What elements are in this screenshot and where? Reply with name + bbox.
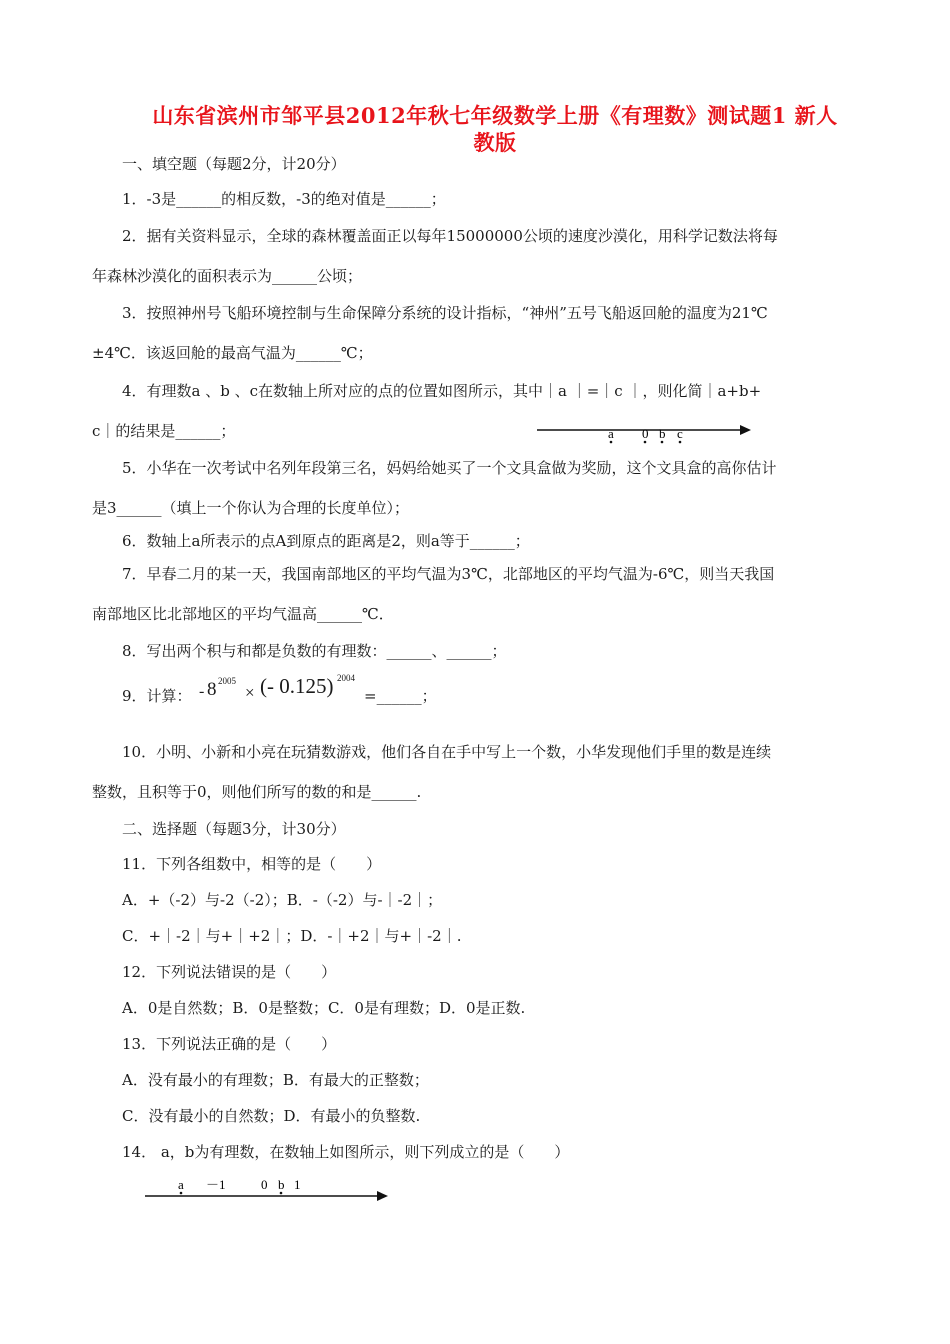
question-6: 6．数轴上a所表示的点A到原点的距离是2，则a等于______；	[122, 532, 530, 550]
question-8: 8．写出两个积与和都是负数的有理数：______、______；	[122, 642, 507, 660]
q14-label-minus1: －1	[206, 1177, 226, 1192]
question-1: 1．-3是______的相反数，-3的绝对值是______；	[122, 190, 446, 208]
document-title-line2: 教版	[473, 130, 517, 155]
q4-label-b: b	[659, 426, 666, 441]
question-3-line2: ±4℃．该返回舱的最高气温为______℃；	[92, 344, 373, 362]
section2-heading: 二、选择题（每题3分，计30分）	[122, 820, 346, 838]
q4-point-c	[679, 441, 682, 444]
q4-point-0	[644, 441, 647, 444]
q9-suffix: =______；	[364, 687, 437, 705]
q14-axis-arrow	[377, 1191, 388, 1201]
question-13-options-ab: A．没有最小的有理数；B．有最大的正整数；	[122, 1071, 429, 1089]
q14-label-b: b	[278, 1177, 285, 1192]
question-11-options-ab: A．+（-2）与-2（-2）；B．-（-2）与-｜-2｜；	[122, 891, 443, 909]
question-10-line1: 10．小明、小新和小亮在玩猜数游戏，他们各自在手中写上一个数，小华发现他们手里的数是连续	[122, 743, 772, 761]
question-7-line1: 7．早春二月的某一天，我国南部地区的平均气温为3℃，北部地区的平均气温为-6℃，则当天我国	[122, 565, 775, 583]
q9-prefix: 9．计算：	[122, 687, 192, 705]
q14-point-a	[180, 1192, 183, 1195]
q4-point-b	[661, 441, 664, 444]
q9-base2: (- 0.125)	[260, 674, 334, 698]
question-4-line1: 4．有理数a 、b 、c在数轴上所对应的点的位置如图所示，其中｜a ｜=｜c ｜，则化简｜a+b+	[122, 382, 762, 400]
question-13-options-cd: C．没有最小的自然数；D．有最小的负整数.	[122, 1107, 421, 1125]
question-5-line2: 是3______（填上一个你认为合理的长度单位）；	[92, 499, 410, 517]
q14-label-0: 0	[261, 1177, 268, 1192]
question-11-options-cd: C．+｜-2｜与+｜+2｜；D．-｜+2｜与+｜-2｜.	[122, 927, 462, 945]
q14-label-1: 1	[294, 1177, 301, 1192]
question-11-stem: 11．下列各组数中，相等的是（ ）	[122, 855, 382, 873]
q4-number-line	[535, 418, 760, 444]
question-9	[122, 675, 902, 715]
q4-label-c: c	[677, 426, 683, 441]
q9-exponent1: 2005	[218, 676, 236, 686]
section1-heading: 一、填空题（每题2分，计20分）	[122, 155, 346, 173]
question-13-stem: 13．下列说法正确的是（ ）	[122, 1035, 337, 1053]
question-10-line2: 整数，且积等于0，则他们所写的数的和是______.	[92, 783, 422, 801]
q4-axis-arrow	[740, 425, 751, 435]
q14-point-b	[280, 1192, 283, 1195]
question-2-line2: 年森林沙漠化的面积表示为______公顷；	[92, 267, 363, 285]
q4-point-a	[610, 441, 613, 444]
question-4-line2: c｜的结果是______；	[92, 422, 236, 440]
q9-exponent2: 2004	[337, 673, 355, 683]
question-7-line2: 南部地区比北部地区的平均气温高______℃．	[92, 605, 394, 623]
question-3-line1: 3．按照神州号飞船环境控制与生命保障分系统的设计指标，“神州”五号飞船返回舱的温度为21℃	[122, 304, 768, 322]
question-2-line1: 2．据有关资料显示，全球的森林覆盖面正以每年15000000公顷的速度沙漠化，用科学记数法将每	[122, 227, 778, 245]
question-5-line1: 5．小华在一次考试中名列年段第三名，妈妈给她买了一个文具盒做为奖励，这个文具盒的高你估计	[122, 459, 777, 477]
q9-times: ×	[245, 683, 255, 702]
question-12-stem: 12．下列说法错误的是（ ）	[122, 963, 337, 981]
q9-base1: 8	[207, 679, 217, 700]
q14-label-a: a	[178, 1177, 184, 1192]
question-12-options: A．0是自然数；B．0是整数；C．0是有理数；D．0是正数.	[122, 999, 526, 1017]
q4-label-0: 0	[642, 426, 649, 441]
question-14-stem: 14． a，b为有理数，在数轴上如图所示，则下列成立的是（ ）	[122, 1143, 570, 1161]
q14-number-line	[143, 1172, 393, 1202]
document-title-line1: 山东省滨州市邹平县2012年秋七年级数学上册《有理数》测试题1 新人	[152, 103, 838, 128]
q4-label-a: a	[608, 426, 614, 441]
q9-minus: -	[199, 683, 205, 700]
